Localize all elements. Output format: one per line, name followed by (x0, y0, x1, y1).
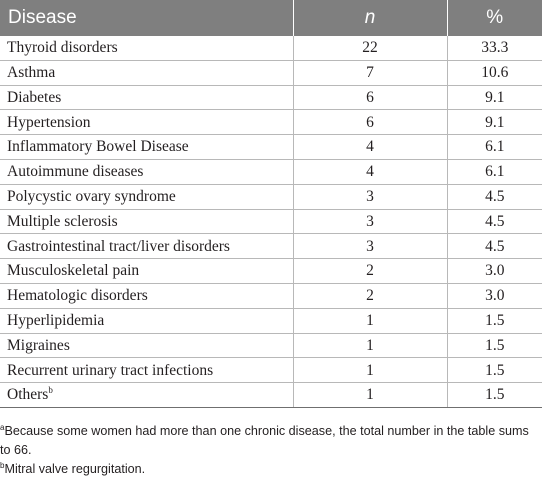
table-header (0, 0, 542, 36)
header-percent: % (447, 0, 542, 36)
header-disease: Disease (0, 0, 293, 36)
cell-disease (0, 209, 293, 234)
cell-percent: 1.5 (447, 383, 542, 408)
disease-label: Musculoskeletal pain (7, 262, 140, 280)
cell-percent: 1.5 (447, 308, 542, 333)
disease-label: Inflammatory Bowel Disease (7, 138, 189, 156)
cell-n: 3 (293, 209, 447, 234)
table-row (0, 85, 542, 110)
disease-label: Autoimmune diseases (7, 163, 144, 181)
cell-n: 6 (293, 110, 447, 135)
footnote-b (0, 460, 540, 479)
cell-n: 1 (293, 333, 447, 358)
cell-disease (0, 283, 293, 308)
disease-label: Recurrent urinary tract infections (7, 361, 214, 379)
cell-n: 4 (293, 159, 447, 184)
table-body (0, 36, 542, 407)
footnote-a (0, 422, 540, 460)
cell-disease (0, 333, 293, 358)
cell-disease (0, 60, 293, 85)
disease-label: Asthma (7, 63, 56, 81)
header-row (0, 0, 542, 36)
footnote-a-text: Because some women had more than one chronic disease, the total number in the table sums to 66. (0, 424, 529, 457)
footnote-b-text: Mitral valve regurgitation. (4, 462, 146, 476)
table-row (0, 259, 542, 284)
cell-percent: 6.1 (447, 135, 542, 160)
cell-percent: 4.5 (447, 234, 542, 259)
cell-disease (0, 184, 293, 209)
cell-percent: 1.5 (447, 333, 542, 358)
disease-label: Hematologic disorders (7, 287, 148, 305)
cell-disease (0, 135, 293, 160)
cell-percent: 10.6 (447, 60, 542, 85)
table-row (0, 383, 542, 408)
cell-disease (0, 234, 293, 259)
cell-n: 3 (293, 234, 447, 259)
cell-percent: 9.1 (447, 110, 542, 135)
cell-n: 1 (293, 383, 447, 408)
header-n: n (293, 0, 447, 36)
table-row (0, 110, 542, 135)
cell-n: 1 (293, 308, 447, 333)
cell-percent: 33.3 (447, 36, 542, 60)
disease-label: Multiple sclerosis (7, 212, 118, 230)
disease-label: Migraines (7, 336, 70, 354)
cell-n: 22 (293, 36, 447, 60)
table-row (0, 135, 542, 160)
table-row (0, 283, 542, 308)
disease-label: Thyroid disorders (7, 39, 118, 57)
footnote-b-mark: b (0, 460, 5, 470)
table-row (0, 184, 542, 209)
cell-n: 2 (293, 283, 447, 308)
cell-percent: 6.1 (447, 159, 542, 184)
cell-n: 2 (293, 259, 447, 284)
cell-percent: 9.1 (447, 85, 542, 110)
disease-label: Hyperlipidemia (7, 311, 105, 329)
disease-label: Diabetes (7, 88, 62, 106)
table-row (0, 60, 542, 85)
table-row (0, 333, 542, 358)
disease-label: Hypertension (7, 113, 91, 131)
cell-n: 4 (293, 135, 447, 160)
footnote-a-mark: a (0, 422, 5, 432)
table-row (0, 159, 542, 184)
cell-disease (0, 259, 293, 284)
cell-n: 6 (293, 85, 447, 110)
cell-disease (0, 159, 293, 184)
cell-disease (0, 383, 293, 408)
cell-disease (0, 36, 293, 60)
table-row (0, 36, 542, 60)
table-row (0, 234, 542, 259)
table-row (0, 308, 542, 333)
cell-percent: 1.5 (447, 358, 542, 383)
table-row (0, 358, 542, 383)
cell-disease (0, 308, 293, 333)
cell-disease (0, 85, 293, 110)
cell-n: 7 (293, 60, 447, 85)
table-row (0, 209, 542, 234)
cell-disease (0, 110, 293, 135)
cell-percent: 3.0 (447, 259, 542, 284)
disease-label: Others (7, 386, 49, 404)
footnote-mark: b (48, 385, 53, 396)
cell-percent: 4.5 (447, 184, 542, 209)
cell-n: 3 (293, 184, 447, 209)
cell-n: 1 (293, 358, 447, 383)
disease-label: Polycystic ovary syndrome (7, 187, 176, 205)
table-footnotes (0, 422, 540, 479)
disease-label: Gastrointestinal tract/liver disorders (7, 237, 230, 255)
cell-disease (0, 358, 293, 383)
cell-percent: 4.5 (447, 209, 542, 234)
cell-percent: 3.0 (447, 283, 542, 308)
